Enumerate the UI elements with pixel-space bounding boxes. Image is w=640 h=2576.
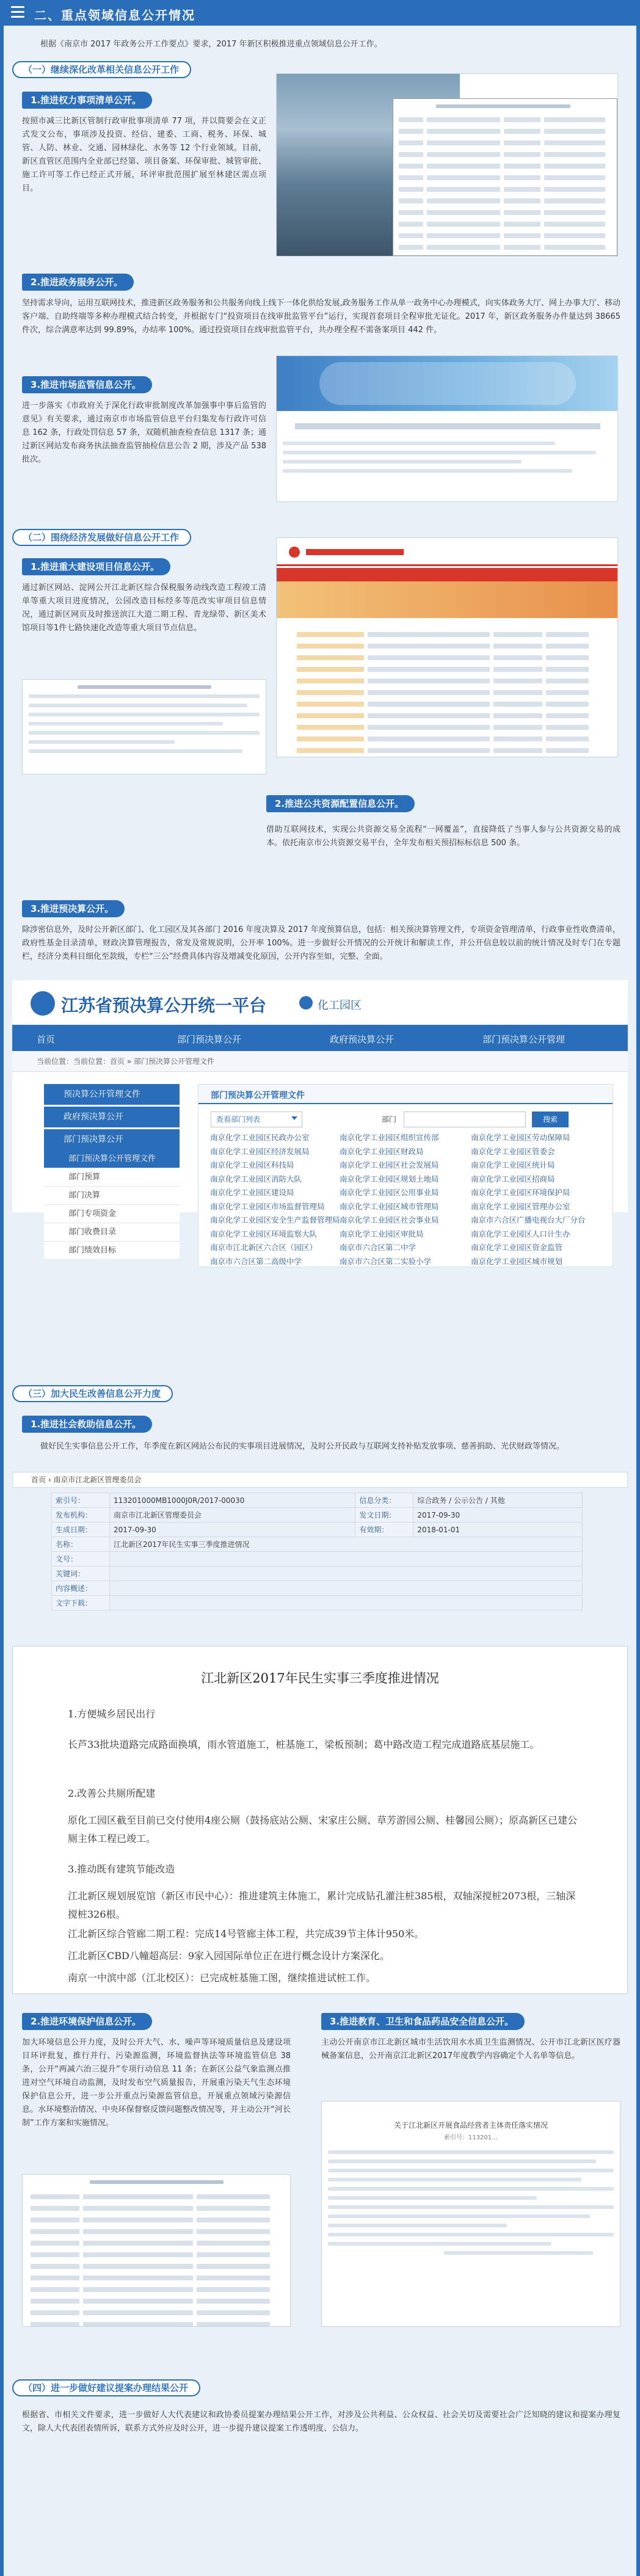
sec3-s3-text: 主动公开南京市江北新区城市生活饮用水水质卫生监测情况、公开市江北新区医疗器械备案信息，公开南京江北新区2017年度教学内容确定个人名单等信息。 <box>321 2038 620 2061</box>
meta-value: 2017-09-30 <box>413 1508 583 1523</box>
left-item-files[interactable]: 部门预决算公开管理文件 <box>44 1150 180 1168</box>
meta-value: 综合政务 / 公示公告 / 其他 <box>413 1493 583 1508</box>
intro-text: 根据《南京市 2017 年政务公开工作要点》要求，2017 年新区积极推进重点领域信息公开工作。 <box>40 40 382 49</box>
doc-link[interactable]: 南京化学工业园区审批局 <box>340 1229 424 1239</box>
portal-breadcrumb: 当前位置：当前位置：首页 » 部门预决算公开管理文件 <box>12 1051 628 1072</box>
portal-area: 化工园区 <box>318 999 362 1012</box>
left-item-fees[interactable]: 部门收费目录 <box>44 1223 180 1242</box>
doc-link[interactable]: 南京市六合区第二中学 <box>340 1243 416 1252</box>
doc-link[interactable]: 南京化学工业园区安全生产监督管理局 <box>210 1215 340 1224</box>
sec3-label: （三）加大民生改善信息公开力度 <box>12 1385 173 1402</box>
area-icon <box>299 996 313 1010</box>
sec2-s2-text: 借助互联网技术，实现公共资源交易全流程“一网覆盖”，直接降低了当事人参与公共资源交易的成本。依托南京市公共资源交易平台，全年发布相关预招标标信息 500 条。 <box>266 825 620 848</box>
meta-value: 2018-01-01 <box>413 1523 583 1537</box>
doc2-title: 关于江北新区开展食品经营者主体责任落实情况 <box>393 2121 548 2130</box>
trading-platform-image <box>276 537 618 757</box>
sec3-s3-label: 3.推进教育、卫生和食品药品安全信息公开。 <box>321 2013 525 2030</box>
sec1-label: （一）继续深化改革相关信息公开工作 <box>12 61 191 78</box>
meta-key: 发文日期： <box>355 1508 413 1523</box>
portal-nav <box>12 1027 628 1051</box>
doc-meta-table <box>51 1493 583 1610</box>
dept-label: 部门 <box>382 1115 397 1124</box>
meta-key: 文号： <box>52 1552 110 1566</box>
website-screenshot-image <box>276 73 618 257</box>
doc-link[interactable]: 南京市六合区第二高级中学 <box>210 1256 302 1266</box>
left-title-files[interactable]: 预决算公开管理文件 <box>44 1084 180 1105</box>
doc-link[interactable]: 南京化学工业园区管委会 <box>471 1146 555 1156</box>
left-title-dept[interactable]: 部门预决算公开 <box>44 1129 180 1150</box>
doc-link[interactable]: 南京市六合区第二实验小学 <box>340 1256 432 1266</box>
sec4-text: 根据省、市相关文件要求，进一步做好人大代表建议和政协委员提案办理结果公开工作，对涉及公共利益、公众权益、社会关切及需要社会广泛知晓的建议和提案办理复文，除人大代表团表情所诉，联系方式外应及时公开，进一步提升建议提案工作透明度、公信力。 <box>22 2410 620 2433</box>
dept-search-input[interactable] <box>404 1112 526 1127</box>
doc-link[interactable]: 南京化学工业园区社会发展局 <box>340 1160 439 1170</box>
doc2-sub: 索引号：113201… <box>443 2134 498 2141</box>
meta-value: 2017-09-30 <box>110 1523 355 1537</box>
doc-link[interactable]: 南京化学工业园区科技局 <box>210 1160 294 1170</box>
sec1-s3-text: 进一步落实《市政府关于深化行政审批制度改革加强事中事后监管的意见》有关要求，通过南京市市场监管信息平台归集发布行政许可信息 162 条，行政处罚信息 57 条，双随机抽查检查信息 1317 条；通过新区网站发布商务执法抽查监管抽检信息公告 2 期，涉及产品 538 批次。 <box>22 401 266 464</box>
sec1-s1-label: 1.推进权力事项清单公开。 <box>22 92 152 109</box>
sec1-s2-label: 2.推进政务服务公开。 <box>22 274 134 291</box>
doc-line: 江北新区综合管廊二期工程：完成14号管廊主体工程，共完成39节主体计950米。 <box>68 1928 424 1940</box>
doc-link[interactable]: 南京化学工业园区社会事业局 <box>340 1215 439 1224</box>
left-item-final[interactable]: 部门决算 <box>44 1187 180 1205</box>
meta-key: 发布机构： <box>52 1508 110 1523</box>
doc-link[interactable]: 南京市江北新区六合区（园区） <box>210 1243 318 1252</box>
sec2-s1-text: 通过新区网站、淀网公开江北新区综合保税服务动线改造工程竣工清单等重大项目进度情况，公园改造目标经多等范改实审项目信息情况，通过新区网页及时推送滨江大道二期工程、青龙绿带、新区美术馆项目等1件七路快速化改造等重大项目节点信息。 <box>22 583 266 633</box>
nav-dept-budget[interactable]: 部门预决算公开 <box>177 1034 242 1045</box>
search-button[interactable]: 搜索 <box>532 1112 569 1127</box>
doc-link[interactable]: 南京化学工业园区人口计生办 <box>471 1229 570 1239</box>
doc-link[interactable]: 南京化学工业园区经济发展局 <box>210 1146 310 1156</box>
sec2-s3-text: 除涉密信息外，及时公开新区部门、化工园区及其各部门 2016 年度决算及 2017 年度预算信息，包括：相关预决算管理文件，专项资金管理清单，行政事业性收费清单，政府性基金目录清单，财政决算管理报告，常发及常规说明，公开率 100%。进一步做好公开情况的公开统计和解读工作，并公开信息较以前的统计情况及时专门在专题栏，经济分类科目细化至款级，专栏“三公”经费具体内容及增减变化原因，公开内容至如，完整、全面。 <box>22 925 620 961</box>
doc-link[interactable]: 南京市六合区广播电视台大厂分台 <box>471 1215 586 1224</box>
meta-value: 南京市江北新区管理委员会 <box>110 1508 355 1523</box>
portal-header <box>12 980 628 1027</box>
doc-link[interactable]: 南京化学工业园区城市规划 <box>471 1256 563 1266</box>
doc-link[interactable]: 南京化学工业园区管理办公室 <box>471 1201 570 1211</box>
document-body <box>12 1646 628 1994</box>
meta-key: 有效期： <box>355 1523 413 1537</box>
doc-line: 南京一中滨中部（江北校区）：已完成桩基施工图，继续推进试桩工作。 <box>68 1972 376 1984</box>
doc-link[interactable]: 南京化学工业园区消防大队 <box>210 1174 302 1184</box>
meta-key: 关键词： <box>52 1566 110 1581</box>
sec1-s3-label: 3.推进市场监管信息公开。 <box>22 376 152 393</box>
new-town-banner-image <box>276 355 618 502</box>
left-item-budget[interactable]: 部门预算 <box>44 1168 180 1187</box>
doc-link[interactable]: 南京化学工业园区环境保护局 <box>471 1188 570 1197</box>
food-safety-notice-image <box>321 2101 620 2327</box>
doc-link[interactable]: 南京化学工业园区民政办公室 <box>210 1133 310 1142</box>
doc-line: 3.推动既有建筑节能改造 <box>68 1863 175 1875</box>
menu-icon[interactable] <box>11 6 24 18</box>
doc-link[interactable]: 南京化学工业园区财政局 <box>340 1146 424 1156</box>
doc-col-1 <box>210 1131 340 1268</box>
sec3-s2-text: 加大环境信息公开力度，及时公开大气、水、噪声等环境质量信息及建设项目环评批复，推行并行、污染源监测，环境监督执法等环境监管信息 38 条，公开“两减六治三提升”专项行动信息 11 条；在新区公益气象监测点推进对空气环境自动监测，及时发布空气质量报告，开展重污染天气生态环境保护信息公开，进一步公开重点污染源监管信息，开展重点领域污染源信息。水环境整治情况、中央环保督察反馈问题整改情况等，并主动公开“河长制”工作方案和实施情况。 <box>22 2038 291 2128</box>
nav-home[interactable]: 首页 <box>37 1034 56 1045</box>
checklist-table-image <box>393 98 617 256</box>
meta-key: 名称： <box>52 1537 110 1552</box>
nav-dept-manage[interactable]: 部门预决算公开管理 <box>482 1034 565 1045</box>
doc-line: 1.方便城乡居民出行 <box>68 1708 156 1720</box>
sec4-label: （四）进一步做好建议提案办理结果公开 <box>12 2379 200 2396</box>
meta-key: 文字下载： <box>52 1596 110 1610</box>
left-item-special[interactable]: 部门专项资金 <box>44 1205 180 1223</box>
sec2-s1-label: 1.推进重大建设项目信息公开。 <box>22 558 170 575</box>
doc-line: 2.改善公共厕所配建 <box>68 1788 156 1799</box>
meta-key: 信息分类： <box>355 1493 413 1508</box>
portal-logo-icon <box>31 991 55 1016</box>
doc-col-2 <box>340 1131 439 1268</box>
doc-link[interactable]: 南京化学工业园区公用事业局 <box>340 1188 439 1197</box>
sec1-s2-text: 坚持需求导向，运用互联网技术，推进新区政务服务和公共服务向线上线下一体化供给发展,政务服务工作从单一政务中心办理模式，向实体政务大厅、网上办事大厅、移动客户端、自助终端等多种办理模式结合转变，并根据专门“投资项目在线审批监管平台”运行，实现首套项目全程审批无证化。2017 年，新区政务服务办件量达到 38665 件次，综合满意率达到 99.89%，办结率 100%。通过投资项目在线审批监管平台，共办理全程不需备案项目 442 件。 <box>22 299 620 335</box>
sec3-s1-label: 1.推进社会救助信息公开。 <box>22 1416 152 1433</box>
doc-title: 江北新区2017年民生实事三季度推进情况 <box>201 1671 439 1686</box>
doc-link[interactable]: 南京化学工业园区城市管理局 <box>340 1201 439 1211</box>
meta-value: 江北新区2017年民生实事三季度推进情况 <box>110 1537 583 1552</box>
doc-link[interactable]: 南京化学工业园区劳动保障局 <box>471 1133 570 1142</box>
doc-link[interactable]: 南京化学工业园区环境监察大队 <box>210 1229 318 1239</box>
meta-key: 内容概述： <box>52 1581 110 1596</box>
left-item-goals[interactable]: 部门绩效目标 <box>44 1242 180 1260</box>
doc-col-3 <box>471 1131 586 1268</box>
panel-title: 部门预决算公开管理文件 <box>211 1091 305 1101</box>
doc-link[interactable]: 南京化学工业园区组织宣传部 <box>340 1133 439 1142</box>
doc-link[interactable]: 南京化学工业园区市场监督管理局 <box>210 1201 325 1211</box>
left-title-gov[interactable]: 政府预决算公开 <box>44 1107 180 1127</box>
doc-link[interactable]: 南京化学工业园区统计局 <box>471 1160 555 1170</box>
page-breadcrumb: 首页 › 南京市江北新区管理委员会 <box>12 1472 628 1488</box>
sec2-label: （二）围绕经济发展做好信息公开工作 <box>12 529 191 546</box>
doc-link[interactable]: 南京化学工业园区资金监管 <box>471 1243 563 1252</box>
project-notice-image <box>22 679 266 774</box>
doc-line: 长芦33批块道路完成路面换填，雨水管道施工，桩基施工，梁板预制；葛中路改造工程完成道路底基层施工。 <box>68 1739 540 1750</box>
doc-line: 江北新区CBD八幢超高层：9家入园国际单位正在进行概念设计方案深化。 <box>68 1950 390 1962</box>
portal-logo-text: 江苏省预决算公开统一平台 <box>61 995 267 1016</box>
chevron-down-icon <box>291 1116 297 1120</box>
nav-gov-budget[interactable]: 政府预决算公开 <box>330 1034 395 1045</box>
section-header-bar <box>4 0 636 26</box>
doc-line: 原化工园区截至目前已交付使用4座公厕（鼓扬底站公厕、宋家庄公厕、草芳游园公厕、桂馨园公厕）；原高新区已建公厕主体工程已竣工。 <box>68 1814 578 1844</box>
environment-notice-image <box>22 2174 291 2327</box>
meta-value: 113201000MB1000J0R/2017-00030 <box>110 1493 355 1508</box>
doc-link[interactable]: 南京化学工业园区招商局 <box>471 1174 555 1184</box>
doc-link[interactable]: 南京化学工业园区建设局 <box>210 1188 294 1197</box>
sec2-s3-label: 3.推进预决算公开。 <box>22 900 125 917</box>
doc-link[interactable]: 南京化学工业园区规划土地局 <box>340 1174 439 1184</box>
sec1-s1-text: 按照市减三比新区管制行政审批事项清单 77 项，并以简要会在义正式发文公布，事项涉及投资、经信、建委、工商、税务、环保、城管、人防、林业、交通、园林绿化、水务等 12 个行业领域。目前，新区直管区范围内全业部已经第、项目备案、环保审批、城管审批、施工许可等工作已经正式开展，环评审批范围扩展至林建区需点项目。 <box>22 117 266 193</box>
sec2-s2-label: 2.推进公共资源配置信息公开。 <box>266 795 415 812</box>
sec3-s1-text: 做好民生实事信息公开工作，年季度在新区网站公布民的实事项目进展情况，及时公开民政与互联网支持补贴发放事项、慈善捐助、光伏财政等情况。 <box>40 1442 565 1451</box>
doc-line: 江北新区规划展览馆（新区市民中心）：推进建筑主体施工，累计完成钻孔灌注桩385根，双轴深搅桩2073根，三轴深搅桩326根。 <box>68 1890 576 1920</box>
meta-key: 生成日期： <box>52 1523 110 1537</box>
sec3-s2-label: 2.推进环境保护信息公开。 <box>22 2013 152 2030</box>
dept-select[interactable]: 查看部门列表 <box>211 1112 302 1127</box>
meta-key: 索引号： <box>52 1493 110 1508</box>
section-title: 二、重点领域信息公开情况 <box>34 8 195 23</box>
